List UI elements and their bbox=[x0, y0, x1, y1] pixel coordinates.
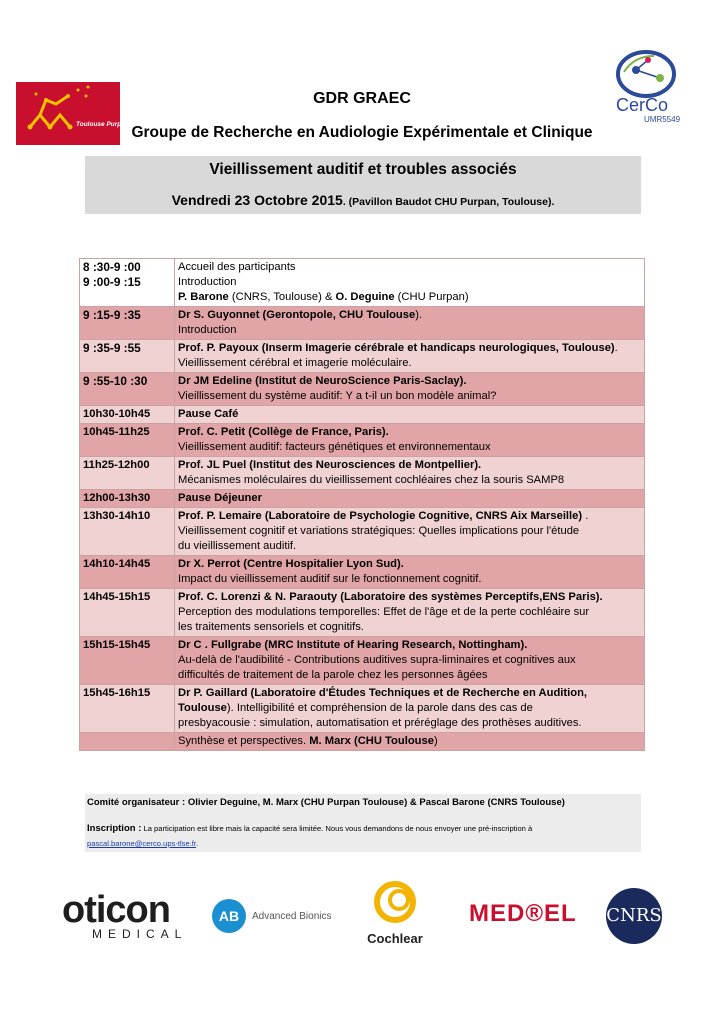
cerco-logo bbox=[604, 44, 688, 124]
speaker-line bbox=[178, 425, 641, 440]
time-slot: 15h15-15h45 bbox=[83, 639, 151, 651]
speaker-name: Prof. P. Lemaire (Laboratoire de Psychologie Cognitive, CNRS Aix Marseille) bbox=[178, 510, 583, 522]
speaker-name: Prof. C. Petit (Collège de France, Paris). bbox=[178, 426, 389, 438]
schedule-row bbox=[80, 637, 645, 685]
speaker-line bbox=[178, 407, 641, 422]
talk-line: Mécanismes moléculaires du vieillissement cochléaires chez la souris SAMP8 bbox=[178, 474, 565, 486]
speaker-name: Pause Café bbox=[178, 408, 239, 420]
event-title: Vieillissement auditif et troubles associés bbox=[209, 161, 517, 178]
time-slot: 14h45-15h15 bbox=[83, 591, 151, 603]
ab-mark: AB bbox=[212, 899, 246, 933]
event-banner bbox=[85, 156, 641, 214]
talk-line: Vieillissement cognitif et variations stratégiques: Quelles implications pour l'étude bbox=[178, 525, 580, 537]
schedule-time bbox=[80, 733, 175, 751]
speaker-affiliation: (CNRS, Toulouse) & bbox=[228, 291, 336, 303]
schedule-time bbox=[80, 307, 175, 340]
session-label: Synthèse et perspectives. bbox=[178, 735, 310, 747]
schedule-description bbox=[175, 406, 645, 424]
event-location: . (Pavillon Baudot CHU Purpan, Toulouse). bbox=[342, 196, 555, 208]
speaker-name: Pause Déjeuner bbox=[178, 492, 262, 504]
speaker-name: Dr P. Gaillard (Laboratoire d'Études Techniques et de Recherche en Audition, bbox=[178, 687, 588, 699]
schedule-description bbox=[175, 490, 645, 508]
speaker-name: Dr S. Guyonnet (Gerontopole, CHU Toulouse bbox=[178, 309, 416, 321]
logo-left-text: Toulouse Purpan bbox=[76, 121, 129, 128]
talk-line: Vieillissement du système auditif: Y a t-il un bon modèle animal? bbox=[178, 390, 497, 402]
registration-label: Inscription : bbox=[87, 823, 142, 834]
speaker-affiliation: (CHU Purpan) bbox=[394, 291, 469, 303]
time-slot: 14h10-14h45 bbox=[83, 558, 151, 570]
speaker-line bbox=[178, 638, 641, 653]
speaker-name: Dr X. Perrot (Centre Hospitalier Lyon Sud). bbox=[178, 558, 404, 570]
schedule-description bbox=[175, 373, 645, 406]
schedule-row bbox=[80, 508, 645, 556]
medel-logo: MED®EL bbox=[469, 900, 577, 927]
speaker-line bbox=[178, 686, 641, 701]
speaker-name: Dr C . Fullgrabe (MRC Institute of Hearing Research, Nottingham). bbox=[178, 639, 528, 651]
speaker-line bbox=[178, 308, 641, 323]
talk-line: les traitements sensoriels et cognitifs. bbox=[178, 621, 364, 633]
schedule-time bbox=[80, 490, 175, 508]
schedule-description bbox=[175, 457, 645, 490]
time-slot: 9 :15-9 :35 bbox=[83, 308, 141, 322]
schedule-description bbox=[175, 589, 645, 637]
org-long-title: Groupe de Recherche en Audiologie Expérimentale et Clinique bbox=[131, 124, 593, 141]
schedule-row bbox=[80, 424, 645, 457]
speaker-line bbox=[178, 290, 641, 305]
schedule-time bbox=[80, 637, 175, 685]
schedule-time bbox=[80, 589, 175, 637]
org-short-title: GDR GRAEC bbox=[313, 90, 411, 107]
time-slot: 9 :55-10 :30 bbox=[83, 374, 148, 388]
speaker-line bbox=[178, 590, 641, 605]
speaker-name: Dr JM Edeline (Institut de NeuroScience Paris-Saclay). bbox=[178, 375, 467, 387]
talk-line: difficultés de traitement de la parole chez les personnes âgées bbox=[178, 669, 488, 681]
oticon-wordmark: oticon bbox=[62, 889, 170, 931]
speaker-after: ). bbox=[415, 309, 423, 321]
time-slot: 8 :30-9 :00 bbox=[83, 260, 141, 274]
schedule-description bbox=[175, 508, 645, 556]
talk-title: ). Intelligibilité et compréhension de la parole dans des cas de bbox=[226, 702, 533, 714]
cochlear-swirl-icon bbox=[367, 880, 423, 926]
schedule-time bbox=[80, 457, 175, 490]
speaker-name: Prof. P. Payoux (Inserm Imagerie cérébrale et handicaps neurologiques, Toulouse) bbox=[178, 342, 615, 354]
schedule-time bbox=[80, 685, 175, 733]
time-slot: 13h30-14h10 bbox=[83, 510, 151, 522]
cochlear-logo bbox=[360, 880, 430, 946]
schedule-row bbox=[80, 490, 645, 508]
registration-info bbox=[87, 821, 637, 851]
schedule-table bbox=[79, 258, 645, 751]
event-date: Vendredi 23 Octobre 2015 bbox=[171, 192, 343, 208]
speaker-line bbox=[178, 557, 641, 572]
schedule-description bbox=[175, 685, 645, 733]
schedule-row bbox=[80, 457, 645, 490]
cnrs-logo: CNRS bbox=[606, 888, 662, 944]
schedule-description bbox=[175, 259, 645, 307]
schedule-time bbox=[80, 259, 175, 307]
schedule-description bbox=[175, 307, 645, 340]
schedule-row bbox=[80, 685, 645, 733]
schedule-description bbox=[175, 556, 645, 589]
time-slot: 11h25-12h00 bbox=[83, 459, 150, 471]
organizing-committee: Comité organisateur : Olivier Deguine, M. Marx (CHU Purpan Toulouse) & Pascal Barone (CNRS Toulouse) bbox=[87, 797, 565, 808]
speaker-line-2 bbox=[178, 701, 641, 716]
schedule-time bbox=[80, 373, 175, 406]
speaker-after: . bbox=[614, 342, 618, 354]
talk-line: Vieillissement cérébral et imagerie moléculaire. bbox=[178, 357, 412, 369]
oticon-sub: MEDICAL bbox=[92, 927, 188, 941]
speaker-name: Toulouse bbox=[178, 702, 227, 714]
schedule-description bbox=[175, 424, 645, 457]
speaker-name: Prof. JL Puel (Institut des Neurosciences de Montpellier). bbox=[178, 459, 482, 471]
schedule-description bbox=[175, 340, 645, 373]
schedule-row bbox=[80, 406, 645, 424]
event-date-line bbox=[85, 192, 641, 208]
speaker-line bbox=[178, 341, 641, 356]
speaker-line bbox=[178, 374, 641, 389]
oticon-medical-logo bbox=[62, 889, 188, 941]
talk-line: presbyacousie : simulation, automatisation et préréglage des prothèses auditives. bbox=[178, 717, 582, 729]
schedule-description bbox=[175, 637, 645, 685]
time-slot: 12h00-13h30 bbox=[83, 492, 151, 504]
talk-line: Vieillissement auditif: facteurs génétiques et environnementaux bbox=[178, 441, 491, 453]
schedule-time bbox=[80, 508, 175, 556]
registration-text: La participation est libre mais la capacité sera limitée. Nous vous demandons de nous envoyer une pré-inscription à bbox=[141, 824, 533, 833]
schedule-time bbox=[80, 340, 175, 373]
speaker-name: O. Deguine bbox=[335, 291, 395, 303]
cerco-name: CerCo bbox=[616, 95, 669, 115]
schedule-row bbox=[80, 733, 645, 751]
time-slot: 10h45-11h25 bbox=[83, 426, 150, 438]
registration-email-after: . bbox=[196, 839, 199, 848]
time-slot: 9 :35-9 :55 bbox=[83, 341, 141, 355]
talk-line: Impact du vieillissement auditif sur le fonctionnement cognitif. bbox=[178, 573, 482, 585]
cochlear-wordmark: Cochlear bbox=[367, 931, 423, 946]
registration-email-link[interactable]: pascal.barone@cerco.ups-tlse.fr bbox=[87, 839, 197, 848]
time-slot-2: 9 :00-9 :15 bbox=[83, 275, 141, 289]
cerco-unit: UMR5549 bbox=[644, 115, 681, 124]
schedule-time bbox=[80, 556, 175, 589]
talk-line: Introduction bbox=[178, 324, 237, 336]
speaker-line bbox=[178, 734, 641, 749]
talk-line: Perception des modulations temporelles: Effet de l'âge et de la perte cochléaire sur bbox=[178, 606, 590, 618]
speaker-name: P. Barone bbox=[178, 291, 229, 303]
schedule-row bbox=[80, 589, 645, 637]
time-slot: 15h45-16h15 bbox=[83, 687, 151, 699]
speaker-line bbox=[178, 491, 641, 506]
time-slot: 10h30-10h45 bbox=[83, 408, 151, 420]
speaker-line bbox=[178, 509, 641, 524]
schedule-time bbox=[80, 424, 175, 457]
schedule-time bbox=[80, 406, 175, 424]
footer-box bbox=[85, 794, 641, 852]
speaker-after: ) bbox=[433, 735, 438, 747]
speaker-name: M. Marx (CHU Toulouse bbox=[309, 735, 434, 747]
schedule-row bbox=[80, 556, 645, 589]
talk-line: du vieillissement auditif. bbox=[178, 540, 297, 552]
ab-name: Advanced Bionics bbox=[252, 910, 332, 922]
talk-line: Accueil des participants bbox=[178, 261, 296, 273]
speaker-name: Prof. C. Lorenzi & N. Paraouty (Laboratoire des systèmes Perceptifs,ENS Paris). bbox=[178, 591, 603, 603]
schedule-row bbox=[80, 373, 645, 406]
talk-line: Au-delà de l'audibilité - Contributions auditives supra-liminaires et cognitives aux bbox=[178, 654, 576, 666]
schedule-row bbox=[80, 340, 645, 373]
speaker-line bbox=[178, 458, 641, 473]
schedule-description bbox=[175, 733, 645, 751]
talk-line: Introduction bbox=[178, 276, 237, 288]
schedule-row bbox=[80, 307, 645, 340]
schedule-row bbox=[80, 259, 645, 307]
speaker-after: . bbox=[582, 510, 589, 522]
advanced-bionics-logo bbox=[212, 899, 332, 933]
